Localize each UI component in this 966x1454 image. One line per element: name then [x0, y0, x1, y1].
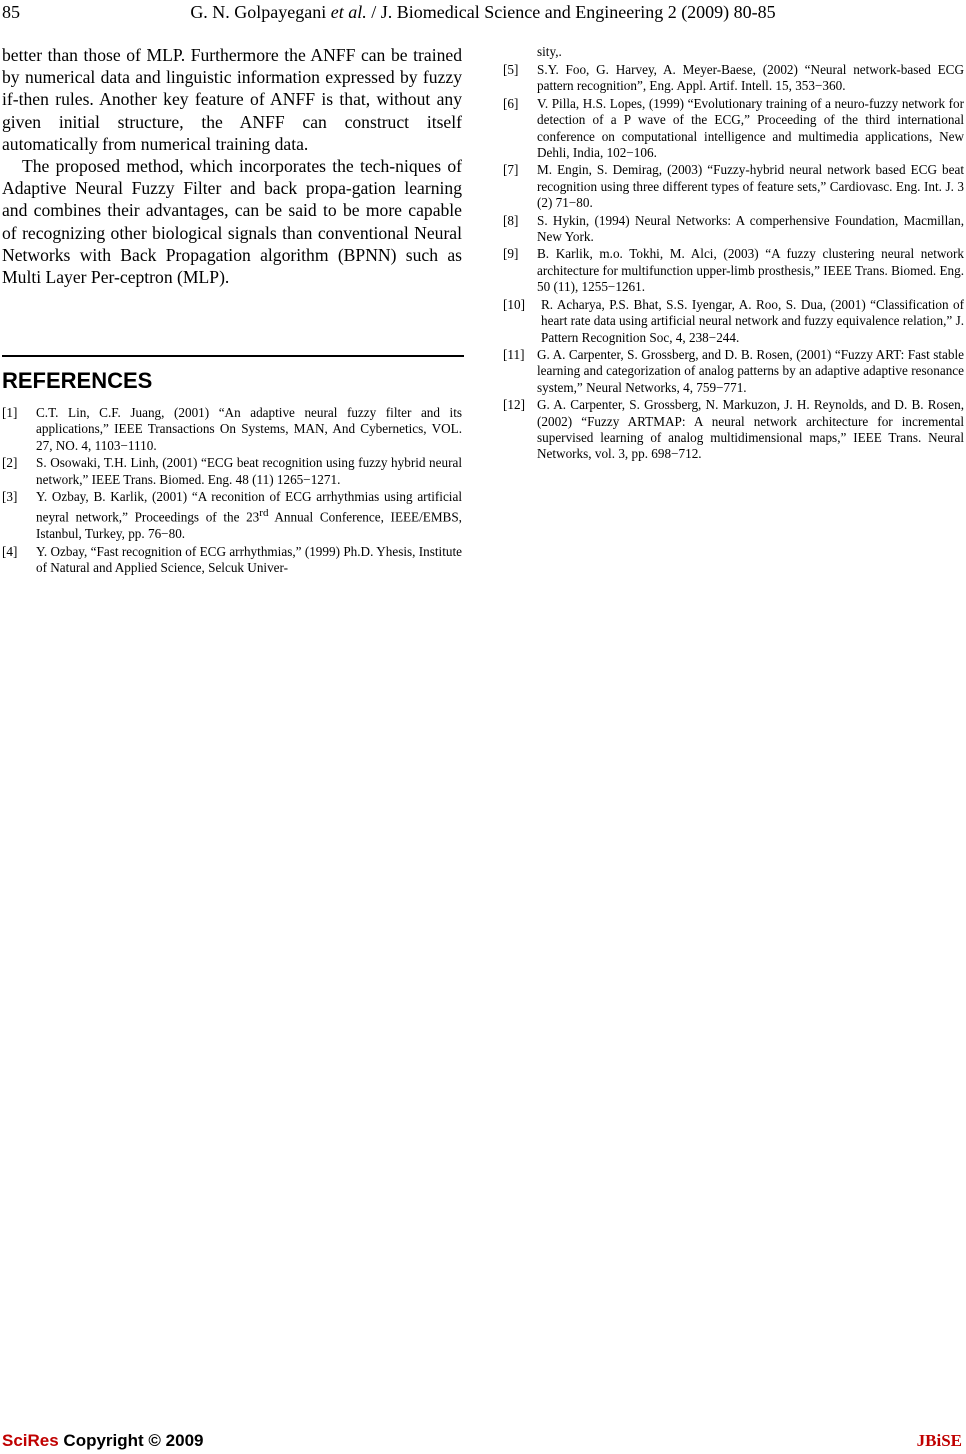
- reference-item-4-continued: [503, 44, 562, 60]
- left-column: [2, 44, 462, 288]
- reference-text: S. Hykin, (1994) Neural Networks: A comperhensive Foundation, Macmillan, New York.: [537, 212, 964, 245]
- reference-item-2: [2, 455, 462, 488]
- reference-number: [3]: [2, 489, 18, 505]
- copyright-text: Copyright © 2009: [58, 1431, 204, 1450]
- reference-text-b: Annual Conference, IEEE/EMBS, Istanbul, Turkey, pp. 76−80.: [36, 509, 462, 542]
- reference-item-12: [503, 397, 964, 463]
- reference-number: [11]: [503, 346, 525, 362]
- reference-item-5: [503, 62, 964, 95]
- reference-text: sity,.: [537, 44, 562, 59]
- reference-number: [9]: [503, 246, 519, 262]
- running-head-journal: / J. Biomedical Science and Engineering 2 (2009) 80-85: [366, 2, 776, 22]
- reference-text: Y. Ozbay, “Fast recognition of ECG arrhythmias,” (1999) Ph.D. Yhesis, Institute of Natural and Applied Science, Selcuk Univer-: [36, 543, 462, 576]
- reference-text: B. Karlik, m.o. Tokhi, M. Alci, (2003) “A fuzzy clustering neural network architecture for multifunction upper-limb prosthesis,” IEEE Trans. Biomed. Eng. 50 (11), 1255−1261.: [537, 246, 964, 295]
- reference-text: S.Y. Foo, G. Harvey, A. Meyer-Baese, (2002) “Neural network-based ECG pattern recognition”, Eng. Appl. Artif. Intell. 15, 353−360.: [537, 62, 964, 94]
- publisher-logo: SciRes: [2, 1431, 59, 1450]
- reference-item-11: [503, 347, 964, 396]
- reference-item-8: [503, 213, 964, 246]
- reference-number: [4]: [2, 543, 18, 559]
- references-list-left: [2, 405, 462, 577]
- reference-number: [2]: [2, 455, 18, 471]
- reference-item-6: [503, 96, 964, 162]
- running-head-authors: G. N. Golpayegani: [190, 2, 331, 22]
- reference-text-a: Y. Ozbay, B. Karlik, (2001) “A reconition of ECG arrhythmias using artificial neyral network,” Proceedings of the 23: [36, 489, 462, 525]
- references-list-right: [503, 44, 964, 464]
- reference-text: G. A. Carpenter, S. Grossberg, N. Markuzon, J. H. Reynolds, and D. B. Rosen, (2002) “Fuzzy ARTMAP: A neural network architecture for incremental supervised learning of analog multidimensional maps,” IEEE Trans. Neural Networks, vol. 3, pp. 698−712.: [537, 397, 964, 462]
- reference-item-3: [2, 489, 462, 543]
- reference-text: S. Osowaki, T.H. Linh, (2001) “ECG beat recognition using fuzzy hybrid neural network,” IEEE Trans. Biomed. Eng. 48 (11) 1265−1271.: [36, 455, 462, 487]
- page-number: 85: [2, 2, 20, 22]
- reference-text: G. A. Carpenter, S. Grossberg, and D. B. Rosen, (2001) “Fuzzy ART: Fast stable learning and categorization of analog patterns by an adaptive adaptive resonance system,” Neural Networks, 4, 759−771.: [537, 346, 964, 395]
- reference-item-7: [503, 162, 964, 211]
- reference-number: [7]: [503, 162, 519, 178]
- reference-text: M. Engin, S. Demirag, (2003) “Fuzzy-hybrid neural network based ECG beat recognition using three different types of feature sets,” Cardiovasc. Eng. Int. J. 3 (2) 71−80.: [537, 162, 964, 211]
- references-heading: REFERENCES: [2, 368, 153, 393]
- reference-number: [12]: [503, 397, 525, 413]
- reference-text: V. Pilla, H.S. Lopes, (1999) “Evolutionary training of a neuro-fuzzy network for detection of a P wave of the ECG,” Proceeding of the third international conference on computational intelligence and multimedia applications, New Dehli, India, 102−106.: [537, 95, 964, 161]
- reference-text: R. Acharya, P.S. Bhat, S.S. Iyengar, A. Roo, S. Dua, (2001) “Classification of heart rate data using artificial neural network and fuzzy equivalence relation,” J. Pattern Recognition Soc, 4, 238−244.: [541, 296, 964, 345]
- reference-number: [6]: [503, 95, 519, 111]
- journal-logo: JBiSE: [916, 1431, 962, 1450]
- reference-number: [8]: [503, 212, 519, 228]
- reference-item-10: [503, 297, 964, 346]
- reference-number: [5]: [503, 62, 519, 77]
- reference-item-4: [2, 544, 462, 577]
- reference-text: C.T. Lin, C.F. Juang, (2001) “An adaptive neural fuzzy filter and its applications,” IEEE Transactions On Systems, MAN, And Cybernetics, VOL. 27, NO. 4, 1103−1110.: [36, 405, 462, 453]
- page-footer: [2, 1431, 962, 1453]
- running-head-etal: et al.: [330, 2, 367, 22]
- footer-copyright: [2, 1431, 204, 1451]
- body-paragraph-1: better than those of MLP. Furthermore the ANFF can be trained by numerical data and linguistic information expressed by fuzzy if-then rules. Another key feature of ANFF is that, without any given initial structure, the ANFF can construct itself automatically from numerical training data.: [2, 45, 462, 154]
- reference-item-1: [2, 405, 462, 454]
- running-header: [0, 0, 966, 26]
- body-paragraph-2: The proposed method, which incorporates the tech-niques of Adaptive Neural Fuzzy Filter and back propa-gation learning and combines their advantages, can be said to be more capable of recognizing other biological signals than conventional Neural Networks with Back Propagation algorithm (BPNN) such as Multi Layer Per-ceptron (MLP).: [2, 156, 462, 288]
- reference-superscript: rd: [259, 507, 269, 520]
- running-head: [0, 0, 966, 24]
- reference-number: [1]: [2, 405, 18, 420]
- reference-number: [10]: [503, 296, 525, 312]
- reference-item-9: [503, 246, 964, 295]
- section-divider: [2, 355, 464, 357]
